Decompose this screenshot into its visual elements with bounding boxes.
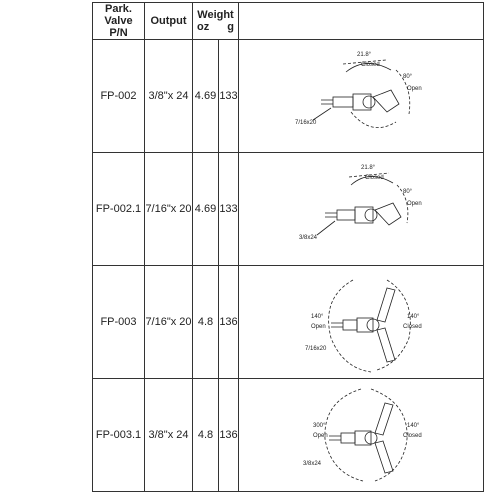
- valve-drawing-cell: [239, 379, 484, 492]
- drawing-label-c: 140°: [407, 314, 420, 320]
- drawing-label-b: Open: [313, 433, 328, 439]
- weight-g-cell: 136: [219, 266, 239, 379]
- valve-spec-table: [92, 2, 484, 492]
- valve-drawing: [291, 268, 431, 376]
- output-header: Output: [145, 3, 193, 40]
- drawing-label-thread: 7/16x20: [295, 120, 317, 126]
- drawing-label-thread: 7/16x20: [305, 346, 327, 352]
- drawing-label-a: 21.8°: [361, 165, 376, 171]
- weight-g-cell: 133: [219, 153, 239, 266]
- drawing-header: [239, 3, 484, 40]
- valve-drawing: [291, 42, 431, 150]
- valve-drawing-cell: [239, 266, 484, 379]
- drawing-label-c: 80°: [403, 74, 413, 80]
- drawing-label-a: 21.8°: [357, 52, 372, 58]
- drawing-label-d: Open: [407, 86, 422, 92]
- valve-drawing-cell: [239, 153, 484, 266]
- part-header-line-3: P/N: [109, 27, 128, 39]
- weight-oz-cell: 4.69: [193, 40, 219, 153]
- drawing-label-thread: 3/8x24: [303, 461, 322, 467]
- output-cell: 3/8"x 24: [145, 379, 193, 492]
- part-number-cell: FP-002: [93, 40, 145, 153]
- weight-oz-cell: 4.8: [193, 266, 219, 379]
- weight-g-cell: 133: [219, 40, 239, 153]
- drawing-label-c: 140°: [407, 423, 420, 429]
- part-header-line-2: Valve: [104, 15, 133, 27]
- drawing-label-a: 140°: [311, 314, 324, 320]
- valve-drawing: [291, 381, 431, 489]
- weight-g-cell: 136: [219, 379, 239, 492]
- valve-drawing: [291, 155, 431, 263]
- part-number-header: [93, 3, 145, 40]
- weight-header: [193, 3, 239, 40]
- drawing-label-thread: 3/8x24: [299, 235, 318, 241]
- valve-drawing-cell: [239, 40, 484, 153]
- table-row: [93, 379, 484, 492]
- header-row: [93, 3, 484, 40]
- part-header-line-1: Park.: [105, 3, 132, 15]
- g-header: g: [227, 21, 234, 33]
- output-cell: 3/8"x 24: [145, 40, 193, 153]
- drawing-label-d: Closed: [403, 433, 422, 439]
- weight-oz-cell: 4.8: [193, 379, 219, 492]
- output-cell: 7/16"x 20: [145, 153, 193, 266]
- drawing-label-c: 80°: [403, 189, 413, 195]
- oz-header: oz: [197, 21, 210, 33]
- table-row: [93, 40, 484, 153]
- drawing-label-d: Open: [407, 201, 422, 207]
- weight-header-label: Weight: [197, 9, 234, 21]
- drawing-label-b: Closed: [365, 175, 384, 181]
- drawing-label-b: Closed: [361, 62, 380, 68]
- drawing-label-d: Closed: [403, 324, 422, 330]
- part-number-cell: FP-002.1: [93, 153, 145, 266]
- weight-oz-cell: 4.69: [193, 153, 219, 266]
- table-row: [93, 153, 484, 266]
- part-number-cell: FP-003: [93, 266, 145, 379]
- part-number-cell: FP-003.1: [93, 379, 145, 492]
- table-row: [93, 266, 484, 379]
- output-cell: 7/16"x 20: [145, 266, 193, 379]
- drawing-label-a: 300°: [313, 423, 326, 429]
- drawing-label-b: Open: [311, 324, 326, 330]
